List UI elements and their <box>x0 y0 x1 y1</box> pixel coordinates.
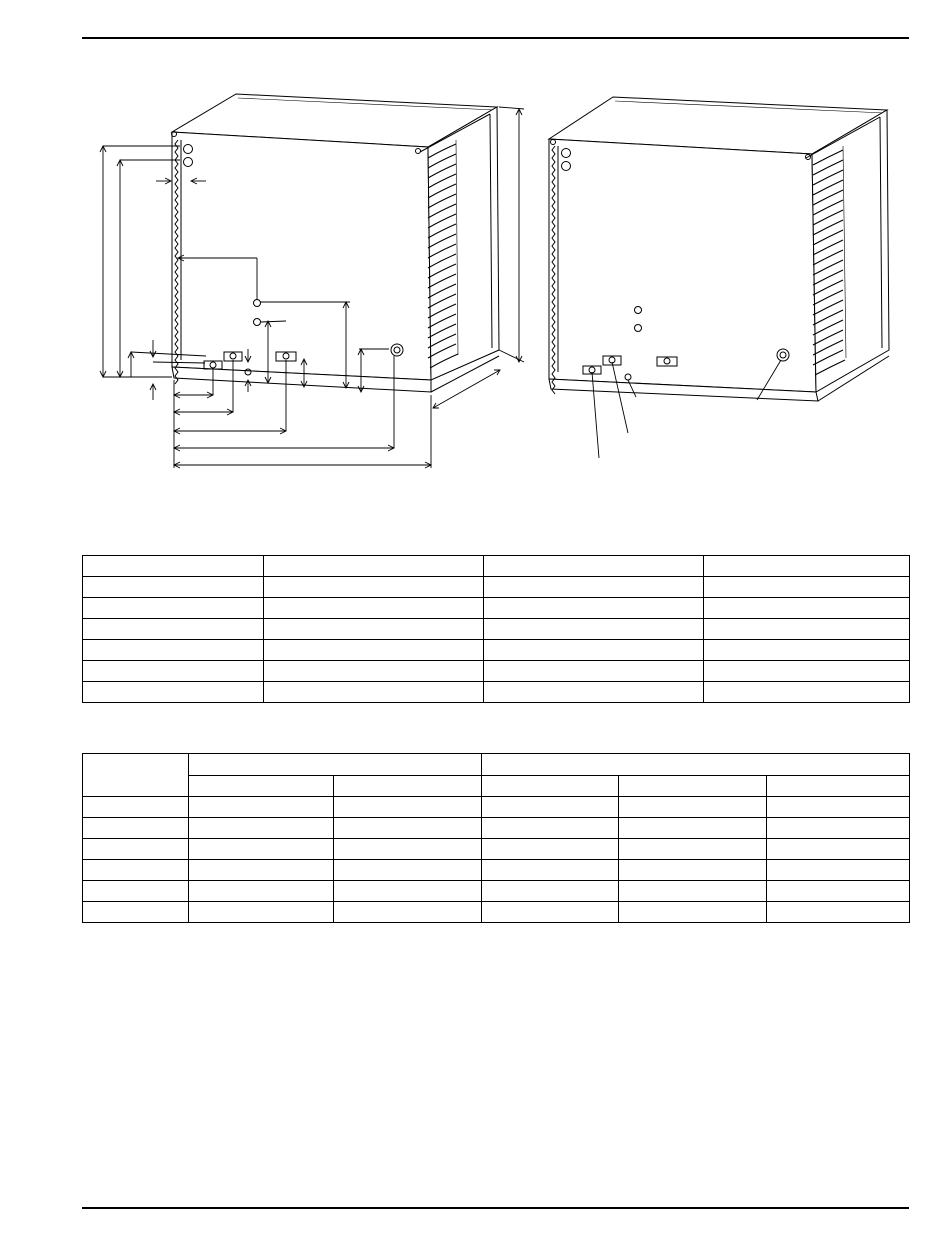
table-cell <box>264 598 484 619</box>
table-cell <box>767 902 910 923</box>
table-cell <box>189 797 334 818</box>
table-cell <box>767 818 910 839</box>
table-row <box>83 619 910 640</box>
table-cell <box>83 640 264 661</box>
table-row <box>83 839 910 860</box>
table-cell <box>767 860 910 881</box>
table-cell <box>189 839 334 860</box>
table-row <box>83 682 910 703</box>
table-cell <box>83 598 264 619</box>
dimensions-table <box>82 555 910 703</box>
footer-rule <box>82 1207 909 1209</box>
table-cell <box>83 797 189 818</box>
table-cell <box>704 598 910 619</box>
table-row <box>83 598 910 619</box>
table-row <box>83 881 910 902</box>
table-cell <box>704 577 910 598</box>
table-cell <box>704 661 910 682</box>
table-cell <box>619 839 767 860</box>
table-header-cell <box>767 775 910 797</box>
table-row <box>83 640 910 661</box>
table-row <box>83 577 910 598</box>
table-cell <box>83 881 189 902</box>
table-cell <box>767 839 910 860</box>
table-cell <box>83 619 264 640</box>
table-cell <box>189 818 334 839</box>
table-cell <box>264 556 484 577</box>
table-cell <box>83 818 189 839</box>
table-cell <box>83 902 189 923</box>
table-cell <box>482 902 619 923</box>
table-cell <box>264 619 484 640</box>
connections-table <box>82 753 910 923</box>
table-header-cell <box>619 775 767 797</box>
table-cell <box>83 682 264 703</box>
table-cell <box>83 556 264 577</box>
table-cell <box>264 577 484 598</box>
table-cell <box>484 661 704 682</box>
table-cell <box>619 881 767 902</box>
table-cell <box>484 598 704 619</box>
left-unit-drawing <box>172 94 500 392</box>
table-cell <box>334 797 482 818</box>
table-cell <box>83 577 264 598</box>
table-cell <box>767 881 910 902</box>
table-header-row <box>83 754 910 776</box>
table-cell <box>484 640 704 661</box>
table-cell <box>83 860 189 881</box>
table-cell <box>482 860 619 881</box>
table-row <box>83 860 910 881</box>
table-cell <box>482 797 619 818</box>
table-cell <box>264 682 484 703</box>
table-cell <box>484 577 704 598</box>
table-cell <box>189 860 334 881</box>
table-cell <box>334 860 482 881</box>
table-cell <box>83 661 264 682</box>
table-header-cell <box>482 754 910 776</box>
table-cell <box>264 640 484 661</box>
table-cell <box>482 881 619 902</box>
table-row <box>83 661 910 682</box>
table-header-cell <box>334 775 482 797</box>
table-cell <box>704 682 910 703</box>
table-header-cell <box>482 775 619 797</box>
table-cell <box>619 860 767 881</box>
table-cell <box>619 818 767 839</box>
table-cell <box>484 682 704 703</box>
table-cell <box>704 640 910 661</box>
table-cell <box>334 818 482 839</box>
right-unit-drawing <box>549 97 889 458</box>
table-cell <box>334 839 482 860</box>
table-row <box>83 556 910 577</box>
table-cell <box>189 902 334 923</box>
table-cell <box>619 902 767 923</box>
table-cell <box>482 839 619 860</box>
table-cell <box>189 881 334 902</box>
table-cell <box>334 881 482 902</box>
table-row <box>83 818 910 839</box>
table-cell <box>482 818 619 839</box>
table-cell <box>484 619 704 640</box>
table-header-row <box>83 775 910 797</box>
table-cell <box>83 839 189 860</box>
table-header-cell <box>189 754 482 776</box>
table-cell <box>619 797 767 818</box>
table-row <box>83 902 910 923</box>
table-cell <box>334 902 482 923</box>
table-header-cell <box>189 775 334 797</box>
table-cell <box>704 556 910 577</box>
table-header-cell <box>83 754 189 797</box>
table-row <box>83 797 910 818</box>
table-cell <box>704 619 910 640</box>
table-cell <box>264 661 484 682</box>
table-cell <box>767 797 910 818</box>
table-cell <box>484 556 704 577</box>
unit-illustrations <box>0 0 950 500</box>
